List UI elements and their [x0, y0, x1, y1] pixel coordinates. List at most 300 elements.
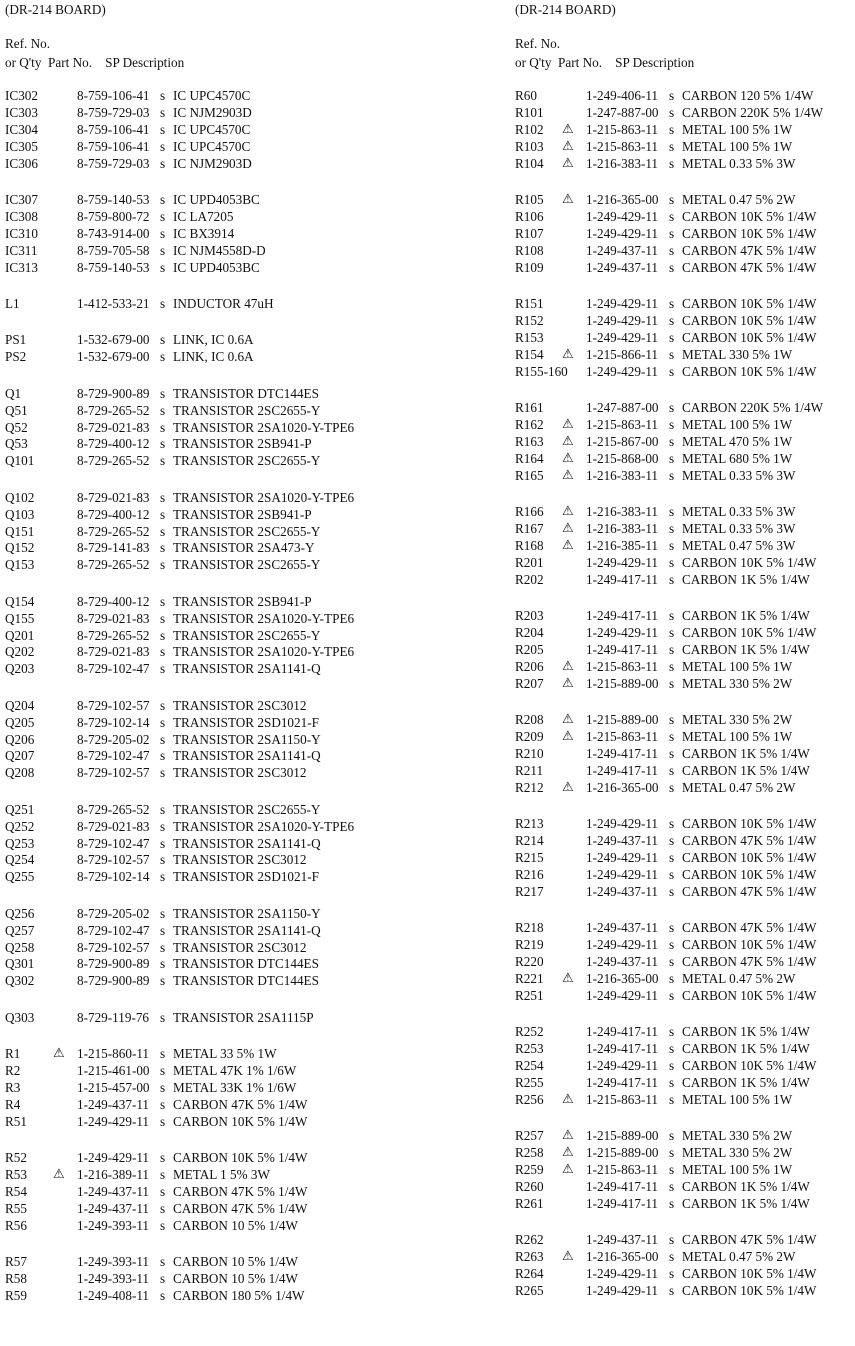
- ref-number: R208: [515, 712, 544, 727]
- description: CARBON 1K 5% 1/4W: [682, 762, 810, 778]
- description: IC LA7205: [173, 208, 234, 224]
- sp-code: s: [160, 489, 166, 505]
- part-number: 1-216-365-00: [586, 192, 659, 207]
- ref-number: R109: [515, 259, 544, 275]
- description: TRANSISTOR 2SA1020-Y-TPE6: [173, 644, 355, 660]
- safety-warning-icon: ⚠: [562, 155, 574, 171]
- description: METAL 100 5% 1W: [682, 138, 793, 154]
- sp-code: s: [160, 1113, 166, 1129]
- part-number: 8-729-102-14: [77, 714, 150, 730]
- ref-number: Q204: [5, 697, 35, 713]
- part-number: 8-729-265-52: [77, 523, 150, 539]
- part-number: 1-249-417-11: [586, 571, 659, 587]
- description: CARBON 1K 5% 1/4W: [682, 1024, 810, 1039]
- ref-number: R152: [515, 312, 544, 328]
- ref-number: Q207: [5, 748, 35, 764]
- part-number: 8-729-021-83: [77, 419, 150, 435]
- sp-code: s: [669, 1144, 675, 1160]
- description: CARBON 10K 5% 1/4W: [682, 296, 817, 311]
- safety-warning-icon: ⚠: [562, 416, 574, 432]
- ref-number: Q253: [5, 835, 35, 851]
- ref-number: R219: [515, 936, 544, 952]
- sp-code: s: [160, 922, 166, 938]
- sp-code: s: [669, 467, 675, 483]
- sp-code: s: [160, 956, 166, 972]
- sp-code: s: [160, 1271, 166, 1286]
- description: IC NJM4558D-D: [173, 242, 266, 258]
- description: CARBON 10K 5% 1/4W: [682, 363, 817, 379]
- part-number: 1-249-429-11: [586, 208, 659, 224]
- part-number: 1-249-429-11: [586, 936, 659, 952]
- description: TRANSISTOR 2SA1115P: [173, 1009, 314, 1025]
- ref-number: R215: [515, 849, 544, 865]
- ref-number: R206: [515, 658, 544, 674]
- ref-number: R168: [515, 537, 544, 553]
- safety-warning-icon: ⚠: [562, 712, 574, 727]
- safety-warning-icon: ⚠: [562, 1144, 574, 1160]
- sp-code: s: [160, 453, 166, 469]
- description: CARBON 10 5% 1/4W: [173, 1271, 298, 1286]
- sp-code: s: [669, 953, 675, 969]
- ref-number: R57: [5, 1254, 27, 1270]
- sp-code: s: [669, 970, 675, 986]
- safety-warning-icon: ⚠: [562, 433, 574, 449]
- part-number: 8-729-400-12: [77, 506, 150, 522]
- part-number: 1-249-437-11: [586, 832, 659, 848]
- part-number: 1-215-863-11: [586, 1091, 659, 1107]
- sp-code: s: [669, 1128, 675, 1143]
- ref-number: R217: [515, 883, 544, 899]
- part-number: 1-215-461-00: [77, 1063, 150, 1078]
- part-number: 1-215-863-11: [586, 416, 659, 432]
- sp-code: s: [160, 835, 166, 851]
- sp-code: s: [669, 121, 675, 137]
- safety-warning-icon: ⚠: [562, 1128, 574, 1143]
- sp-code: s: [669, 363, 675, 379]
- sp-code: s: [160, 748, 166, 764]
- sp-code: s: [160, 192, 166, 207]
- part-number: 1-215-867-00: [586, 433, 659, 449]
- description: CARBON 10K 5% 1/4W: [682, 208, 817, 224]
- description: TRANSISTOR 2SA1150-Y: [173, 731, 321, 747]
- part-number: 1-249-408-11: [77, 1287, 150, 1303]
- description: CARBON 47K 5% 1/4W: [173, 1096, 308, 1112]
- ref-number: R210: [515, 745, 544, 761]
- ref-number: IC305: [5, 138, 38, 154]
- part-number: 1-249-429-11: [586, 849, 659, 865]
- description: TRANSISTOR DTC144ES: [173, 973, 319, 989]
- sp-code: s: [160, 627, 166, 643]
- part-number: 1-247-887-00: [586, 400, 659, 415]
- ref-number: R262: [515, 1232, 544, 1247]
- ref-number: Q53: [5, 436, 28, 452]
- description: CARBON 47K 5% 1/4W: [682, 920, 817, 935]
- ref-number: Q202: [5, 644, 35, 660]
- sp-code: s: [669, 88, 675, 103]
- sp-code: s: [160, 296, 166, 311]
- sp-code: s: [160, 436, 166, 452]
- description: IC UPC4570C: [173, 88, 251, 103]
- ref-number: Q203: [5, 661, 35, 677]
- ref-number: R52: [5, 1150, 27, 1166]
- description: METAL 0.47 5% 3W: [682, 537, 796, 553]
- column-header: or Q'ty Part No. SP Description: [5, 55, 185, 70]
- description: CARBON 10K 5% 1/4W: [682, 1057, 817, 1073]
- description: METAL 330 5% 2W: [682, 1128, 793, 1143]
- ref-number: R204: [515, 624, 544, 640]
- ref-number: R251: [515, 987, 544, 1003]
- ref-number: R56: [5, 1217, 27, 1233]
- description: CARBON 1K 5% 1/4W: [682, 641, 810, 657]
- part-number: 8-729-119-76: [77, 1009, 150, 1025]
- description: METAL 470 5% 1W: [682, 433, 793, 449]
- part-number: 8-759-729-03: [77, 155, 150, 171]
- ref-number: R107: [515, 225, 544, 241]
- sp-code: s: [160, 385, 166, 401]
- part-number: 1-249-429-11: [586, 329, 659, 345]
- sp-code: s: [669, 504, 675, 519]
- description: METAL 0.47 5% 2W: [682, 779, 796, 795]
- ref-number: R101: [515, 104, 544, 120]
- ref-number: R212: [515, 779, 544, 795]
- description: CARBON 10K 5% 1/4W: [682, 554, 817, 570]
- part-number: 1-215-889-00: [586, 1144, 659, 1160]
- ref-number: PS2: [5, 349, 27, 365]
- sp-code: s: [669, 1091, 675, 1107]
- description: CARBON 180 5% 1/4W: [173, 1287, 305, 1303]
- ref-number: IC311: [5, 242, 38, 258]
- description: TRANSISTOR 2SC2655-Y: [173, 453, 321, 469]
- part-number: 8-729-102-57: [77, 939, 150, 955]
- description: TRANSISTOR 2SC2655-Y: [173, 402, 321, 418]
- sp-code: s: [669, 416, 675, 432]
- part-number: 8-729-265-52: [77, 453, 150, 469]
- part-number: 8-729-265-52: [77, 627, 150, 643]
- safety-warning-icon: ⚠: [562, 1091, 574, 1107]
- description: CARBON 10K 5% 1/4W: [682, 624, 817, 640]
- ref-number: Q1: [5, 385, 22, 401]
- sp-code: s: [160, 402, 166, 418]
- description: TRANSISTOR 2SA1020-Y-TPE6: [173, 818, 355, 834]
- safety-warning-icon: ⚠: [562, 520, 574, 536]
- ref-number: R264: [515, 1265, 544, 1281]
- ref-number: Q152: [5, 540, 35, 556]
- ref-number: R4: [5, 1096, 21, 1112]
- description: TRANSISTOR 2SA1141-Q: [173, 661, 321, 677]
- description: CARBON 1K 5% 1/4W: [682, 608, 810, 623]
- sp-code: s: [160, 419, 166, 435]
- sp-code: s: [669, 779, 675, 795]
- part-number: 8-759-140-53: [77, 259, 150, 275]
- ref-number: Q255: [5, 869, 35, 885]
- part-number: 1-249-417-11: [586, 1195, 659, 1211]
- sp-code: s: [160, 801, 166, 817]
- part-number: 8-729-102-57: [77, 852, 150, 868]
- sp-code: s: [669, 520, 675, 536]
- sp-code: s: [669, 1074, 675, 1090]
- safety-warning-icon: ⚠: [562, 728, 574, 744]
- description: INDUCTOR 47uH: [173, 296, 274, 311]
- part-number: 8-729-102-57: [77, 765, 150, 781]
- safety-warning-icon: ⚠: [562, 450, 574, 466]
- description: IC UPC4570C: [173, 121, 251, 137]
- description: TRANSISTOR 2SC3012: [173, 697, 307, 713]
- description: CARBON 10K 5% 1/4W: [682, 329, 817, 345]
- description: METAL 100 5% 1W: [682, 658, 793, 674]
- ref-number: IC307: [5, 192, 38, 207]
- ref-number: R216: [515, 866, 544, 882]
- sp-code: s: [160, 869, 166, 885]
- description: METAL 1 5% 3W: [173, 1167, 270, 1182]
- sp-code: s: [669, 816, 675, 831]
- part-number: 1-249-437-11: [586, 242, 659, 258]
- part-number: 8-743-914-00: [77, 225, 150, 241]
- description: METAL 0.47 5% 2W: [682, 192, 796, 207]
- description: TRANSISTOR 2SA1150-Y: [173, 905, 321, 921]
- sp-code: s: [669, 1024, 675, 1039]
- sp-code: s: [160, 714, 166, 730]
- part-number: 1-249-437-11: [586, 883, 659, 899]
- safety-warning-icon: ⚠: [562, 675, 574, 691]
- safety-warning-icon: ⚠: [562, 1248, 574, 1264]
- ref-number: Q102: [5, 489, 35, 505]
- description: TRANSISTOR 2SC2655-Y: [173, 627, 321, 643]
- sp-code: s: [160, 225, 166, 241]
- description: CARBON 1K 5% 1/4W: [682, 1178, 810, 1194]
- part-number: 1-249-417-11: [586, 1074, 659, 1090]
- sp-code: s: [669, 675, 675, 691]
- description: METAL 0.33 5% 3W: [682, 504, 796, 519]
- sp-code: s: [160, 88, 166, 103]
- part-number: 1-215-866-11: [586, 346, 659, 362]
- description: TRANSISTOR 2SB941-P: [173, 436, 312, 452]
- description: TRANSISTOR 2SA1020-Y-TPE6: [173, 419, 355, 435]
- sp-code: s: [160, 1167, 166, 1182]
- ref-number: R164: [515, 450, 544, 466]
- ref-number: R253: [515, 1040, 544, 1056]
- safety-warning-icon: ⚠: [562, 504, 574, 519]
- ref-number: R58: [5, 1271, 27, 1286]
- sp-code: s: [669, 208, 675, 224]
- sp-code: s: [160, 242, 166, 258]
- ref-number: Q251: [5, 801, 35, 817]
- sp-code: s: [160, 1150, 166, 1166]
- description: TRANSISTOR 2SB941-P: [173, 593, 312, 609]
- ref-number: IC306: [5, 155, 38, 171]
- part-number: 1-216-383-11: [586, 504, 659, 519]
- description: TRANSISTOR DTC144ES: [173, 385, 319, 401]
- part-number: 1-249-417-11: [586, 1040, 659, 1056]
- description: CARBON 1K 5% 1/4W: [682, 1195, 810, 1211]
- description: TRANSISTOR 2SC3012: [173, 765, 307, 781]
- safety-warning-icon: ⚠: [562, 467, 574, 483]
- description: CARBON 10K 5% 1/4W: [682, 1282, 817, 1298]
- description: TRANSISTOR DTC144ES: [173, 956, 319, 972]
- ref-number: R256: [515, 1091, 544, 1107]
- sp-code: s: [669, 1232, 675, 1247]
- ref-number: R106: [515, 208, 544, 224]
- part-number: 8-729-400-12: [77, 436, 150, 452]
- description: METAL 100 5% 1W: [682, 121, 793, 137]
- sp-code: s: [669, 712, 675, 727]
- column-header: or Q'ty Part No. SP Description: [515, 55, 695, 70]
- sp-code: s: [669, 450, 675, 466]
- sp-code: s: [160, 1254, 166, 1270]
- sp-code: s: [160, 138, 166, 154]
- safety-warning-icon: ⚠: [562, 779, 574, 795]
- sp-code: s: [160, 1287, 166, 1303]
- description: TRANSISTOR 2SA1141-Q: [173, 748, 321, 764]
- part-number: 1-216-365-00: [586, 1248, 659, 1264]
- part-number: 1-249-417-11: [586, 641, 659, 657]
- ref-number: Q254: [5, 852, 35, 868]
- part-number: 8-729-141-83: [77, 540, 150, 556]
- description: CARBON 47K 5% 1/4W: [682, 242, 817, 258]
- ref-number: R252: [515, 1024, 544, 1039]
- ref-number: R260: [515, 1178, 544, 1194]
- description: CARBON 10K 5% 1/4W: [682, 816, 817, 831]
- part-number: 8-729-102-47: [77, 922, 150, 938]
- sp-code: s: [669, 225, 675, 241]
- ref-number: R151: [515, 296, 544, 311]
- part-number: 1-249-393-11: [77, 1271, 150, 1286]
- sp-code: s: [669, 883, 675, 899]
- sp-code: s: [160, 731, 166, 747]
- sp-code: s: [160, 1217, 166, 1233]
- part-number: 8-729-900-89: [77, 956, 150, 972]
- ref-number: R162: [515, 416, 544, 432]
- ref-number: R155-160: [515, 363, 568, 379]
- part-number: 1-215-889-00: [586, 675, 659, 691]
- part-number: 1-247-887-00: [586, 104, 659, 120]
- ref-number: IC308: [5, 208, 38, 224]
- part-number: 1-249-417-11: [586, 745, 659, 761]
- description: IC NJM2903D: [173, 155, 252, 171]
- ref-number: R104: [515, 155, 544, 171]
- description: TRANSISTOR 2SD1021-F: [173, 869, 319, 885]
- ref-number: Q258: [5, 939, 35, 955]
- description: CARBON 120 5% 1/4W: [682, 88, 814, 103]
- ref-number: R2: [5, 1063, 21, 1078]
- part-number: 8-729-900-89: [77, 385, 150, 401]
- ref-number: R202: [515, 571, 544, 587]
- ref-number: Q155: [5, 610, 35, 626]
- sp-code: s: [160, 697, 166, 713]
- description: TRANSISTOR 2SA1141-Q: [173, 922, 321, 938]
- sp-code: s: [160, 973, 166, 989]
- description: CARBON 47K 5% 1/4W: [682, 953, 817, 969]
- description: CARBON 10K 5% 1/4W: [173, 1113, 308, 1129]
- description: TRANSISTOR 2SC3012: [173, 852, 307, 868]
- ref-number: R153: [515, 329, 544, 345]
- sp-code: s: [669, 259, 675, 275]
- description: METAL 0.47 5% 2W: [682, 1248, 796, 1264]
- ref-number: R60: [515, 88, 537, 103]
- sp-code: s: [669, 1040, 675, 1056]
- safety-warning-icon: ⚠: [562, 192, 574, 207]
- description: CARBON 220K 5% 1/4W: [682, 104, 824, 120]
- sp-code: s: [160, 104, 166, 120]
- description: IC UPC4570C: [173, 138, 251, 154]
- sp-code: s: [160, 1096, 166, 1112]
- part-number: 8-729-021-83: [77, 610, 150, 626]
- ref-number: L1: [5, 296, 20, 311]
- part-number: 1-249-429-11: [586, 363, 659, 379]
- part-number: 8-729-205-02: [77, 731, 150, 747]
- part-number: 8-729-021-83: [77, 818, 150, 834]
- description: CARBON 47K 5% 1/4W: [682, 883, 817, 899]
- part-number: 1-249-429-11: [586, 1265, 659, 1281]
- part-number: 1-249-429-11: [586, 866, 659, 882]
- ref-number: Q153: [5, 557, 35, 573]
- sp-code: s: [669, 1282, 675, 1298]
- sp-code: s: [669, 745, 675, 761]
- ref-number: Q103: [5, 506, 35, 522]
- part-number: 8-729-205-02: [77, 905, 150, 921]
- safety-warning-icon: ⚠: [53, 1046, 65, 1062]
- part-number: 1-412-533-21: [77, 296, 150, 311]
- part-number: 8-759-106-41: [77, 88, 150, 103]
- part-number: 1-249-437-11: [77, 1183, 150, 1199]
- sp-code: s: [669, 346, 675, 362]
- sp-code: s: [160, 259, 166, 275]
- ref-number: R205: [515, 641, 544, 657]
- part-number: 8-729-102-14: [77, 869, 150, 885]
- ref-number: R3: [5, 1079, 21, 1095]
- description: CARBON 10K 5% 1/4W: [682, 849, 817, 865]
- ref-number: R59: [5, 1287, 27, 1303]
- description: TRANSISTOR 2SA1020-Y-TPE6: [173, 610, 355, 626]
- ref-number: Q252: [5, 818, 35, 834]
- sp-code: s: [669, 920, 675, 935]
- description: METAL 0.33 5% 3W: [682, 520, 796, 536]
- description: TRANSISTOR 2SC2655-Y: [173, 523, 321, 539]
- description: METAL 0.47 5% 2W: [682, 970, 796, 986]
- part-number: 1-249-393-11: [77, 1217, 150, 1233]
- description: TRANSISTOR 2SA1020-Y-TPE6: [173, 489, 355, 505]
- ref-number: R259: [515, 1161, 544, 1177]
- sp-code: s: [160, 661, 166, 677]
- description: CARBON 10 5% 1/4W: [173, 1254, 298, 1270]
- sp-code: s: [669, 762, 675, 778]
- part-number: 1-249-429-11: [586, 1057, 659, 1073]
- part-number: 8-759-140-53: [77, 192, 150, 207]
- description: METAL 330 5% 2W: [682, 712, 793, 727]
- description: IC NJM2903D: [173, 104, 252, 120]
- description: LINK, IC 0.6A: [173, 332, 254, 348]
- part-number: 1-249-417-11: [586, 1024, 659, 1039]
- description: METAL 33 5% 1W: [173, 1046, 277, 1062]
- sp-code: s: [160, 155, 166, 171]
- part-number: 1-215-889-00: [586, 1128, 659, 1143]
- part-number: 1-249-429-11: [586, 816, 659, 831]
- ref-number: IC303: [5, 104, 38, 120]
- sp-code: s: [160, 1063, 166, 1078]
- ref-number: R261: [515, 1195, 544, 1211]
- ref-number: Q52: [5, 419, 28, 435]
- ref-number: IC313: [5, 259, 38, 275]
- description: METAL 100 5% 1W: [682, 728, 793, 744]
- part-number: 8-759-800-72: [77, 208, 150, 224]
- description: CARBON 47K 5% 1/4W: [173, 1183, 308, 1199]
- ref-number: Q151: [5, 523, 35, 539]
- description: METAL 0.33 5% 3W: [682, 467, 796, 483]
- sp-code: s: [669, 329, 675, 345]
- description: METAL 100 5% 1W: [682, 1161, 793, 1177]
- sp-code: s: [160, 610, 166, 626]
- description: LINK, IC 0.6A: [173, 349, 254, 365]
- description: CARBON 10 5% 1/4W: [173, 1217, 298, 1233]
